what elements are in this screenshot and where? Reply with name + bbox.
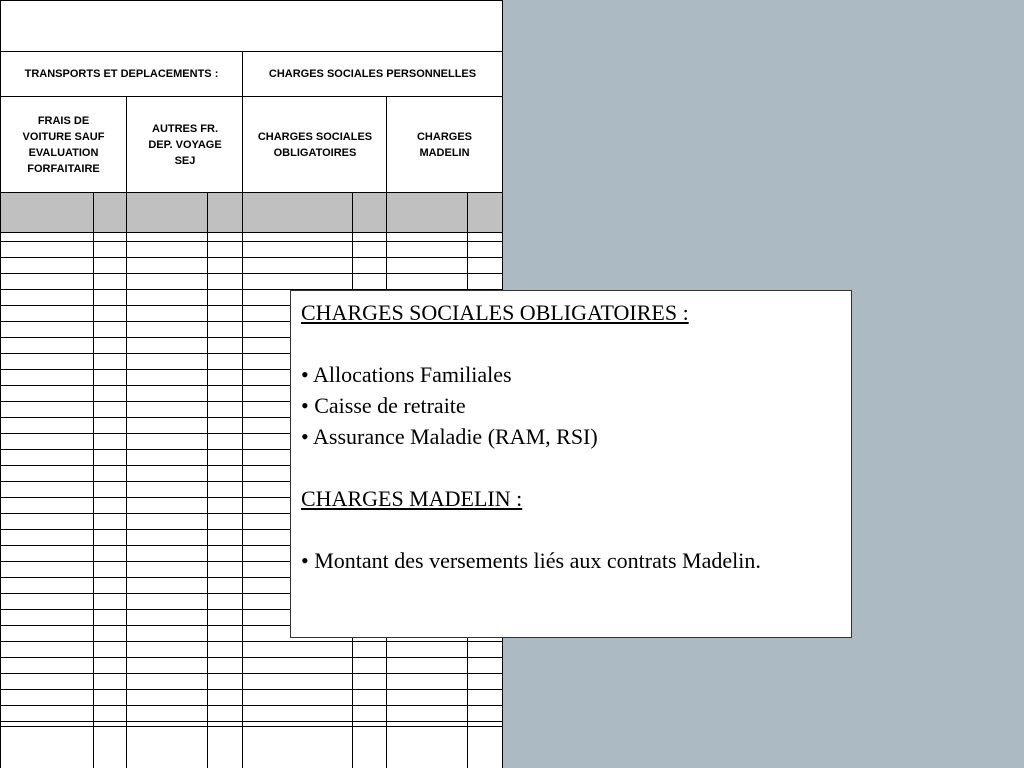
popup-list-item: • Allocations Familiales (301, 362, 512, 387)
grid-row-line (0, 257, 502, 258)
popup-list-item: • Caisse de retraite (301, 393, 466, 418)
popup-list-item: • Assurance Maladie (RAM, RSI) (301, 424, 598, 449)
grid-column-line (126, 96, 127, 768)
grid-row-line (0, 689, 502, 690)
grid-row-line (0, 726, 502, 727)
group-header-charges-sociales: CHARGES SOCIALES PERSONNELLES (268, 68, 477, 80)
grid-column-line (207, 192, 208, 768)
grid-row-line (0, 673, 502, 674)
grid-row-line (0, 641, 502, 642)
column-header-charges-obligatoires: CHARGES SOCIALES OBLIGATOIRES (257, 131, 373, 159)
popup-list-item: • Montant des versements liés aux contrats Madelin. (301, 548, 761, 573)
grid-row-line (0, 232, 502, 233)
grid-row-line (0, 273, 502, 274)
column-header-charges-madelin: CHARGES MADELIN (416, 131, 472, 159)
grid-row-line (0, 657, 502, 658)
grid-row-line (0, 0, 502, 1)
grid-row-line (0, 241, 502, 242)
column-header-frais-voiture: FRAIS DE VOITURE SAUF EVALUATION FORFAITAIRE (22, 115, 105, 175)
column-header-autres-frais: AUTRES FR. DEP. VOYAGE SEJ (148, 123, 222, 167)
popup-section-title-madelin: CHARGES MADELIN : (301, 486, 523, 511)
popup-section-title-obligatoires: CHARGES SOCIALES OBLIGATOIRES : (301, 300, 689, 325)
shaded-row (0, 193, 502, 233)
grid-column-line (93, 192, 94, 768)
info-popup (290, 290, 852, 638)
grid-row-line (0, 721, 502, 722)
grid-row-line (0, 705, 502, 706)
group-header-transports: TRANSPORTS ET DEPLACEMENTS : (24, 68, 219, 80)
